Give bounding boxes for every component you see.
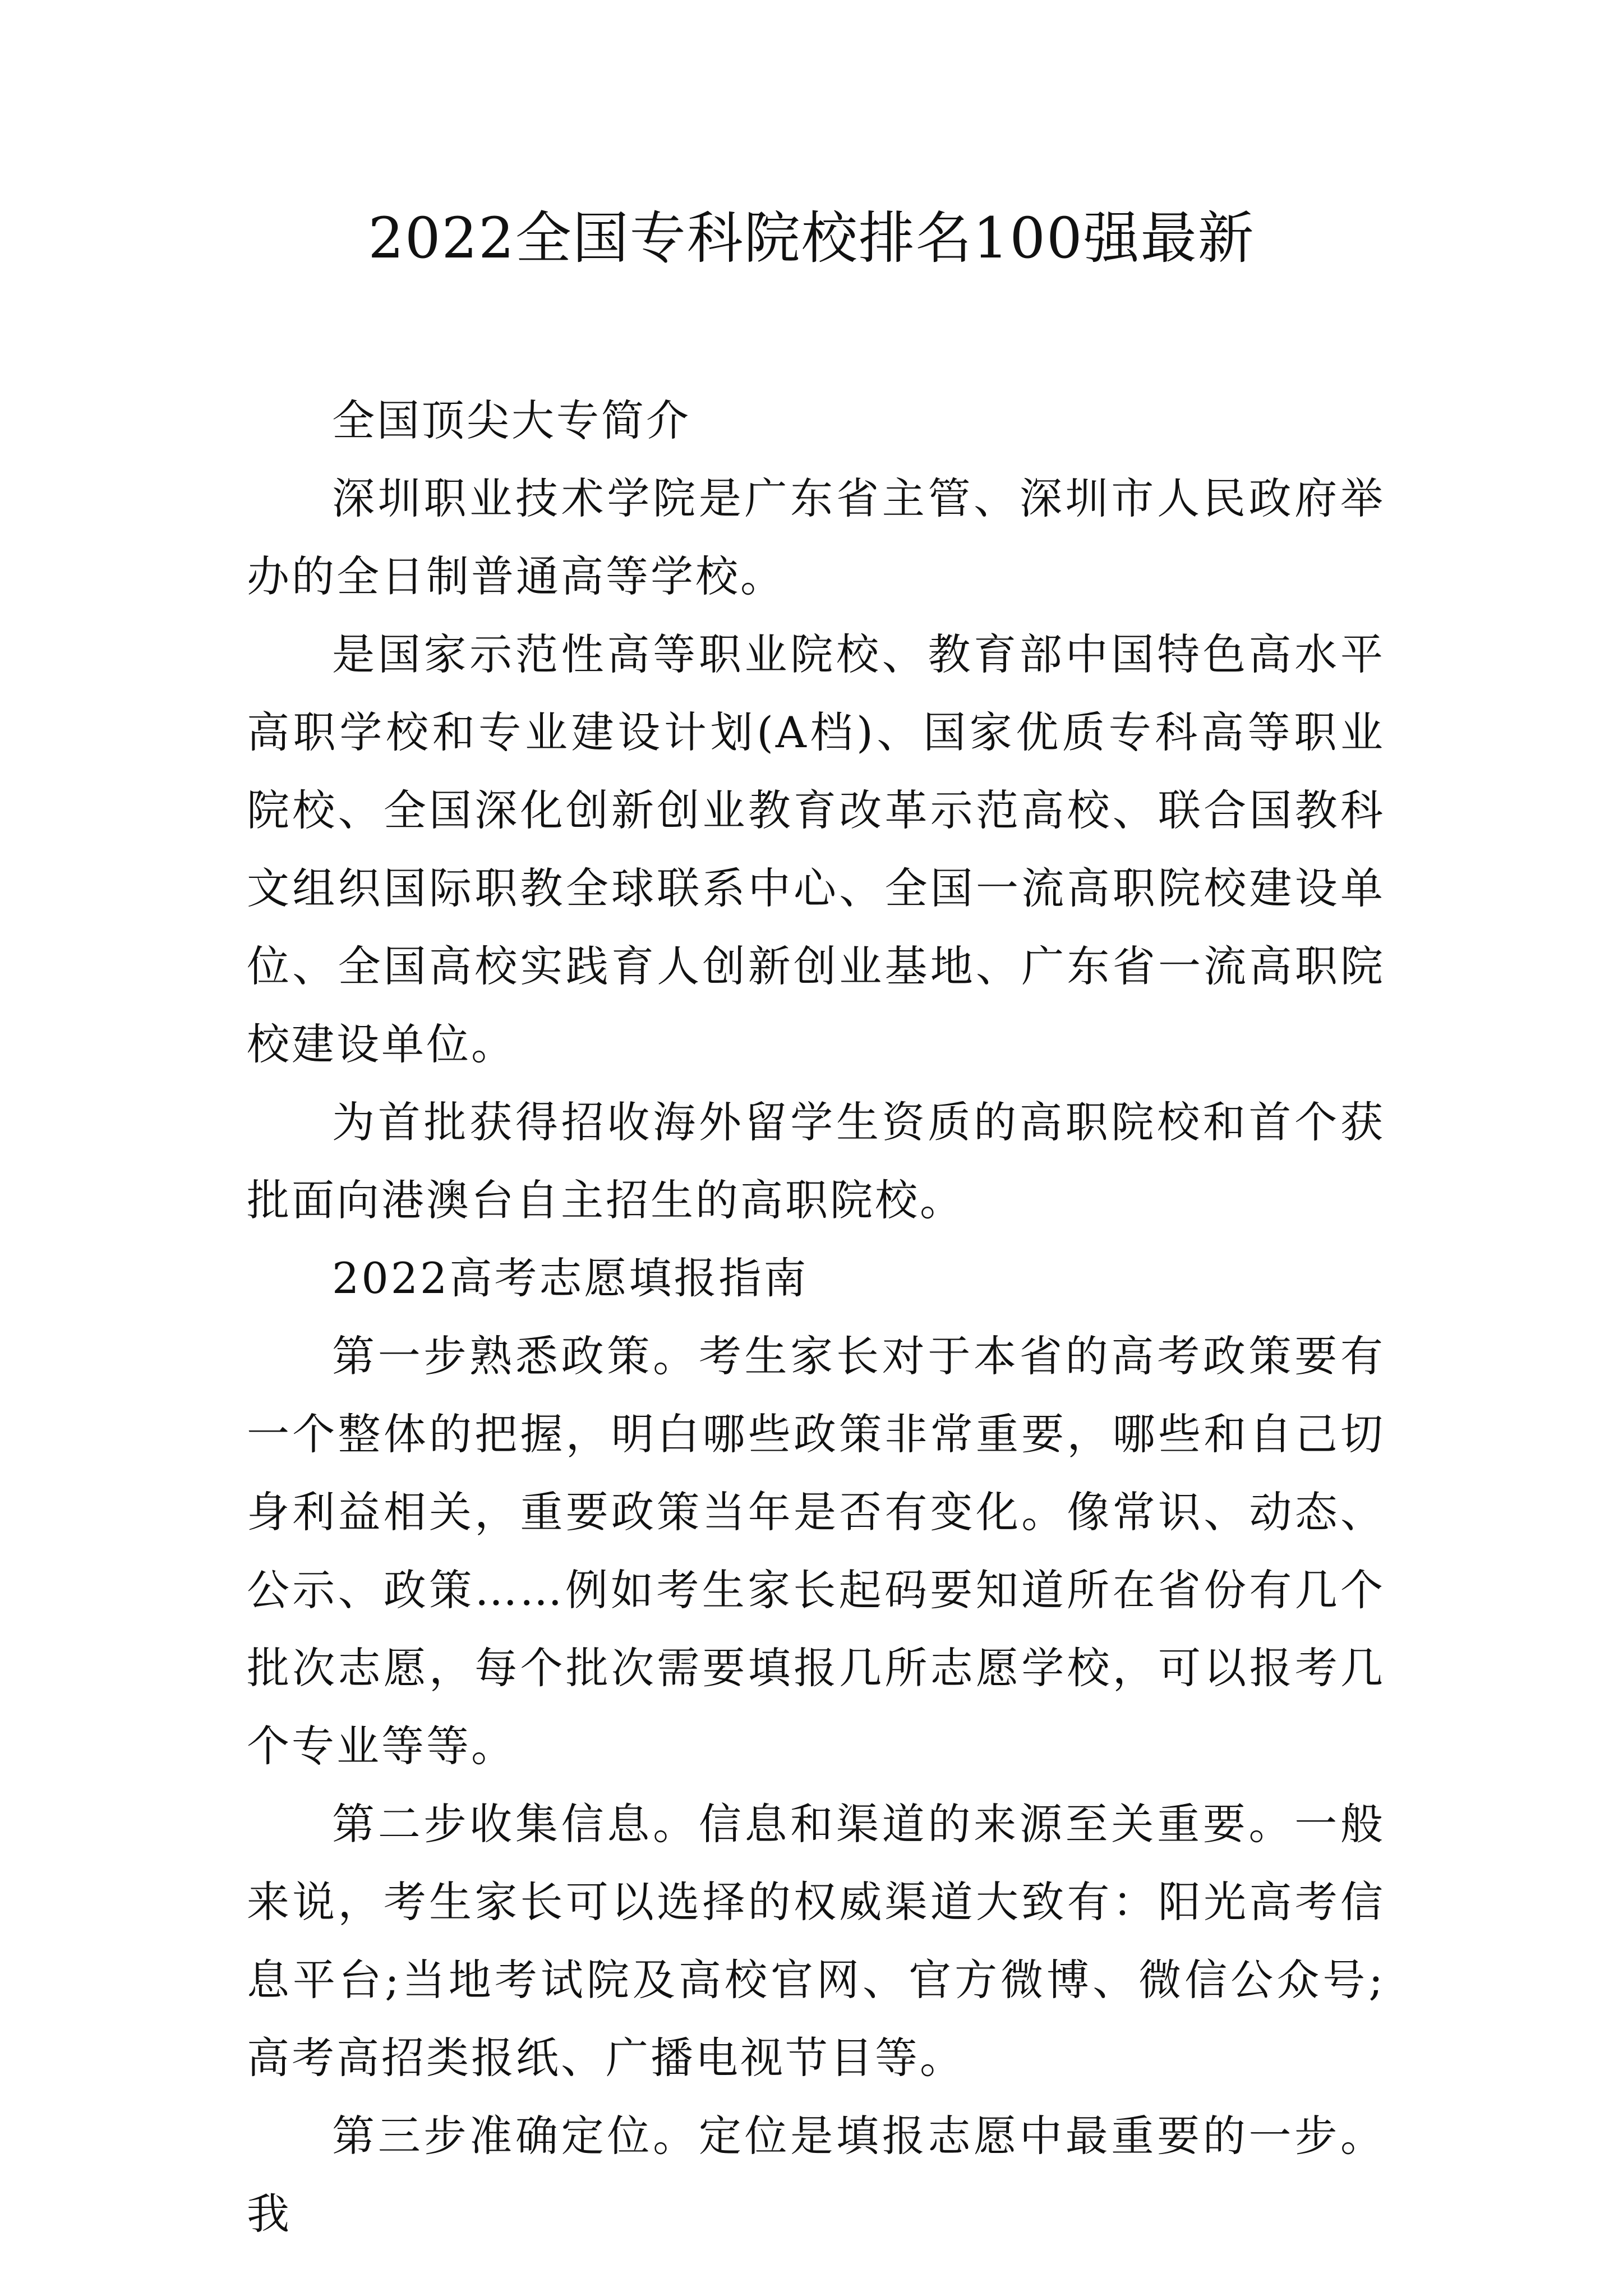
paragraph-guide-heading: 2022高考志愿填报指南 [332,1253,809,1303]
paragraph-step-one: 第一步熟悉政策。考生家长对于本省的高考政策要有一个整体的把握，明白哪些政策非常重要，哪些和自己切身利益相关，重要政策当年是否有变化。像常识、动态、公示、政策……例如考生家长起码要知道所在省份有几个批次志愿，每个批次需要填报几所志愿学校，可以报考几个专业等等。 [247,1331,1385,1771]
paragraph-school-honors: 是国家示范性高等职业院校、教育部中国特色高水平高职学校和专业建设计划(A档)、国家优质专科高等职业院校、全国深化创新创业教育改革示范高校、联合国教科文组织国际职教全球联系中心、全国一流高职院校建设单位、全国高校实践育人创新创业基地、广东省一流高职院校建设单位。 [247,629,1385,1069]
document-title: 2022全国专科院校排名100强最新 [368,205,1255,271]
document-body [247,381,1385,2253]
paragraph-school-firsts: 为首批获得招收海外留学生资质的高职院校和首个获批面向港澳台自主招生的高职院校。 [247,1097,1385,1225]
paragraph-school-overview: 深圳职业技术学院是广东省主管、深圳市人民政府举办的全日制普通高等学校。 [247,473,1385,601]
paragraph-intro-heading: 全国顶尖大专简介 [332,395,691,445]
paragraph-step-two: 第二步收集信息。信息和渠道的来源至关重要。一般来说，考生家长可以选择的权威渠道大致有：阳光高考信息平台;当地考试院及高校官网、官方微博、微信公众号;高考高招类报纸、广播电视节目等。 [247,1799,1385,2083]
paragraph-step-three: 第三步准确定位。定位是填报志愿中最重要的一步。我 [247,2111,1385,2239]
